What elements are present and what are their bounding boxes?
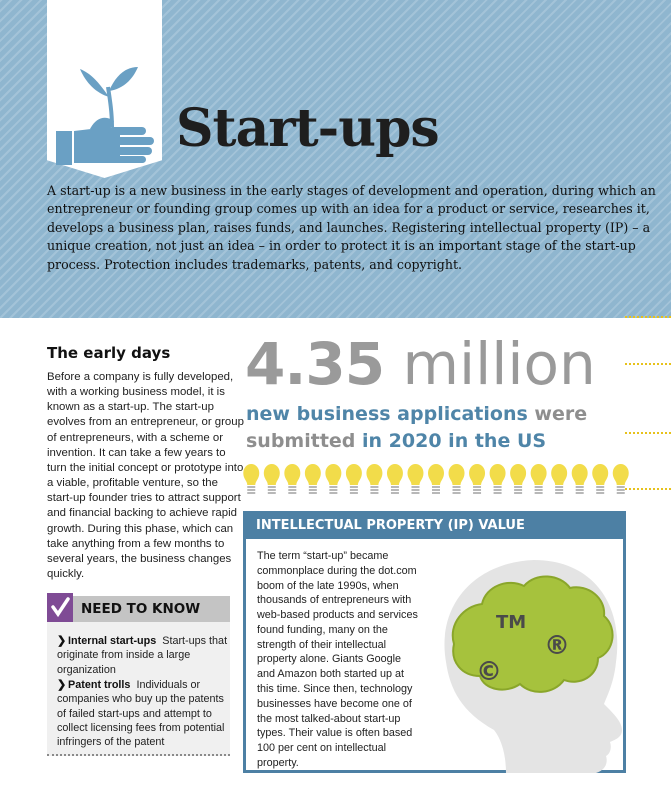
stat-line-1-blue: new business applications [246,403,528,425]
checkmark-icon [47,593,73,622]
lightbulb-icon [572,464,588,494]
need-to-know-term: Patent trolls [68,679,131,691]
lightbulb-icon [325,464,341,494]
stat-figure [245,330,596,398]
registered-symbol: ® [544,631,570,661]
arrow-icon: ❯ [57,635,67,647]
head-brain-icon [426,544,626,773]
lightbulb-icon [592,464,608,494]
lightbulb-icon [510,464,526,494]
need-to-know-header [47,596,230,622]
ip-value-body: The term “start-up” became commonplace during the dot.com boom of the late 1990s, when thousands of entrepreneurs with web-based products and services found funding, many on the strength of their intellectual property alone. Giants Google and Amazon both started up at this time. Since then, technology businesses have become one of the most talked-about start-up types. Their value is often based 100 per cent on intellectual property. [257,550,418,769]
lightbulb-icon [407,464,423,494]
early-days-body: Before a company is fully developed, with a working business model, it is known as a start-up. The start-up evolves from an entrepreneur, or group of entrepreneurs, with a scheme or invention. It can take a few years to turn the initial concept or prototype into a viable, profitable venture, so the start-up founder tries to attract support and financial backing to achieve rapid growth. During this phase, which can take anything from a few months to several years, the business changes quickly. [47,371,244,581]
decorative-dots [625,488,671,490]
need-to-know-text: Start-ups that originate from inside a large organization [57,635,228,676]
stat-line-2-blue: in 2020 in the US [362,430,547,452]
lightbulb-icon [346,464,362,494]
page-title: Start-ups [176,98,439,159]
stat-line-1-grey: were [534,403,588,425]
need-to-know-term: Internal start-ups [68,635,157,647]
arrow-icon: ❯ [57,679,67,691]
lightbulb-icon [305,464,321,494]
lightbulb-row [241,462,631,496]
copyright-symbol: © [476,657,502,687]
decorative-dots [625,316,671,318]
hand-seedling-icon [50,55,160,165]
decorative-dots [625,363,671,365]
lightbulb-icon [284,464,300,494]
trademark-symbol: TM [496,612,527,633]
hero-banner [0,0,671,318]
stat-line-2-grey: submitted [246,430,356,452]
lightbulb-icon [449,464,465,494]
lightbulb-icon [264,464,280,494]
stat-unit: million [402,330,596,398]
need-to-know-item [57,678,229,750]
intro-paragraph: A start-up is a new business in the early stages of development and operation, during which an entrepreneur or founding group comes up with an idea for a product or service, researches it, develops a business plan, raises funds, and launches. Registering intellectual property (IP) – a unique creation, not just an idea – in order to protect it is an important stage of the start-up process. Protection includes trademarks, patents, and copyright. [47,183,656,272]
lightbulb-icon [490,464,506,494]
early-days-heading: The early days [47,344,171,362]
need-to-know-box [47,596,230,756]
lightbulb-icon [243,464,259,494]
lightbulb-icon [366,464,382,494]
need-to-know-title: NEED TO KNOW [81,601,201,617]
lightbulb-icon [469,464,485,494]
lightbulb-icon [613,464,629,494]
stat-number: 4.35 [245,330,385,398]
stat-line-2 [246,432,546,451]
need-to-know-text: Individuals or companies who buy up the patents of failed start-ups and attempt to collect licensing fees from potential infringers of the patent [57,679,225,749]
ip-value-heading: INTELLECTUAL PROPERTY (IP) VALUE [246,514,623,539]
lightbulb-icon [551,464,567,494]
decorative-dots [625,432,671,434]
stat-line-1 [246,405,587,424]
lightbulb-icon [387,464,403,494]
lightbulb-icon [428,464,444,494]
need-to-know-item [57,634,229,677]
lightbulb-icon [531,464,547,494]
ip-value-box [243,511,626,773]
